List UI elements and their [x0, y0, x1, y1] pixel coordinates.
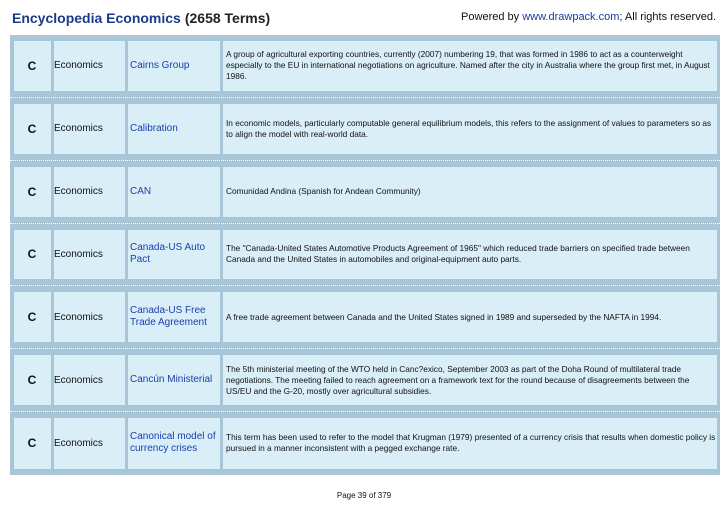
- definition-cell: [222, 161, 720, 223]
- term-cell-text[interactable]: Canonical model of currency crises: [130, 431, 216, 455]
- category-cell: [54, 98, 127, 160]
- term-cell[interactable]: [127, 224, 222, 286]
- powered-by: [461, 11, 716, 23]
- category-cell-text: Economics: [54, 60, 103, 72]
- term-cell[interactable]: [127, 412, 222, 475]
- letter-cell-text: C: [27, 58, 37, 73]
- drawpack-link[interactable]: www.drawpack.com: [522, 11, 620, 23]
- title-text: Encyclopedia Economics: [12, 10, 181, 26]
- definition-cell-text: This term has been used to refer to the model that Krugman (1979) presented of a currency crisis that results when domestic policy is pursued in a manner inconsistent with a pegged exchange rate.: [226, 432, 716, 454]
- term-count: (2658 Terms): [184, 10, 271, 26]
- letter-cell: [10, 412, 54, 475]
- term-cell-text[interactable]: Calibration: [130, 122, 178, 134]
- definition-cell-text: The 5th ministerial meeting of the WTO held in Canc?exico, September 2003 as part of the Doha Round of multilateral trade negotiations. The meeting failed to reach agreement on a framework text for the round because of disagreements between the US/EU and the G-20, mostly over agricultural subsidies.: [226, 363, 690, 396]
- category-cell-text: Economics: [54, 248, 103, 260]
- definition-cell-text: The "Canada-United States Automotive Products Agreement of 1965" which reduced trade barriers on specified trade between Canada and the United States in automobiles and original-equipment auto parts.: [226, 243, 690, 265]
- page-number: Page 39 of 379: [336, 491, 392, 500]
- letter-cell-text: C: [27, 121, 37, 136]
- document-title: [12, 10, 270, 26]
- category-cell-text: Economics: [54, 437, 103, 449]
- letter-cell: [10, 161, 54, 223]
- letter-cell-text: C: [27, 184, 37, 199]
- table-row: [10, 412, 720, 475]
- table-row: [10, 224, 720, 287]
- category-cell: [54, 161, 127, 223]
- category-cell-text: Economics: [54, 311, 103, 323]
- table-row: [10, 35, 720, 98]
- letter-cell: [10, 349, 54, 411]
- category-cell-text: Economics: [54, 374, 103, 386]
- table-row: [10, 161, 720, 224]
- powered-prefix: Powered by: [461, 11, 523, 23]
- term-cell-text[interactable]: CAN: [130, 185, 152, 197]
- category-cell: [54, 224, 127, 286]
- letter-cell-text: C: [27, 247, 37, 262]
- definition-cell-text: A group of agricultural exporting countries, currently (2007) numbering 19, that was formed in 1986 to act as a counterweight especially to the EU in international negotiations on agriculture. Named after the city in Australia where the group first met, in August 1986.: [226, 49, 710, 82]
- page-header: [12, 10, 716, 30]
- definition-cell-text: Comunidad Andina (Spanish for Andean Community): [226, 186, 421, 197]
- definition-cell: [222, 412, 720, 475]
- letter-cell: [10, 35, 54, 97]
- category-cell-text: Economics: [54, 123, 103, 135]
- letter-cell-text: C: [27, 436, 37, 451]
- letter-cell: [10, 224, 54, 286]
- definition-cell: [222, 98, 720, 160]
- term-cell-text[interactable]: Cancún Ministerial: [130, 374, 213, 386]
- powered-suffix: ; All rights reserved.: [619, 11, 716, 23]
- letter-cell: [10, 286, 54, 348]
- term-cell[interactable]: [127, 98, 222, 160]
- letter-cell: [10, 98, 54, 160]
- term-cell-text[interactable]: Cairns Group: [130, 59, 190, 71]
- table-row: [10, 349, 720, 412]
- table-row: [10, 286, 720, 349]
- letter-cell-text: C: [27, 310, 37, 325]
- term-cell[interactable]: [127, 35, 222, 97]
- category-cell: [54, 412, 127, 475]
- term-cell-text[interactable]: Canada-US Free Trade Agreement: [130, 305, 207, 329]
- definition-cell: [222, 35, 720, 97]
- definition-cell-text: A free trade agreement between Canada and the United States signed in 1989 and superseded by the NAFTA in 1994.: [226, 311, 662, 322]
- terms-table: [10, 35, 720, 475]
- letter-cell-text: C: [27, 373, 37, 388]
- category-cell: [54, 286, 127, 348]
- term-cell[interactable]: [127, 286, 222, 348]
- definition-cell: [222, 286, 720, 348]
- category-cell-text: Economics: [54, 186, 103, 198]
- definition-cell-text: In economic models, particularly computable general equilibrium models, this refers to the assignment of values to parameters so as to align the model with real-world data.: [226, 117, 712, 139]
- term-cell[interactable]: [127, 349, 222, 411]
- term-cell[interactable]: [127, 161, 222, 223]
- category-cell: [54, 35, 127, 97]
- definition-cell: [222, 349, 720, 411]
- table-row: [10, 98, 720, 161]
- term-cell-text[interactable]: Canada-US Auto Pact: [130, 242, 206, 266]
- category-cell: [54, 349, 127, 411]
- definition-cell: [222, 224, 720, 286]
